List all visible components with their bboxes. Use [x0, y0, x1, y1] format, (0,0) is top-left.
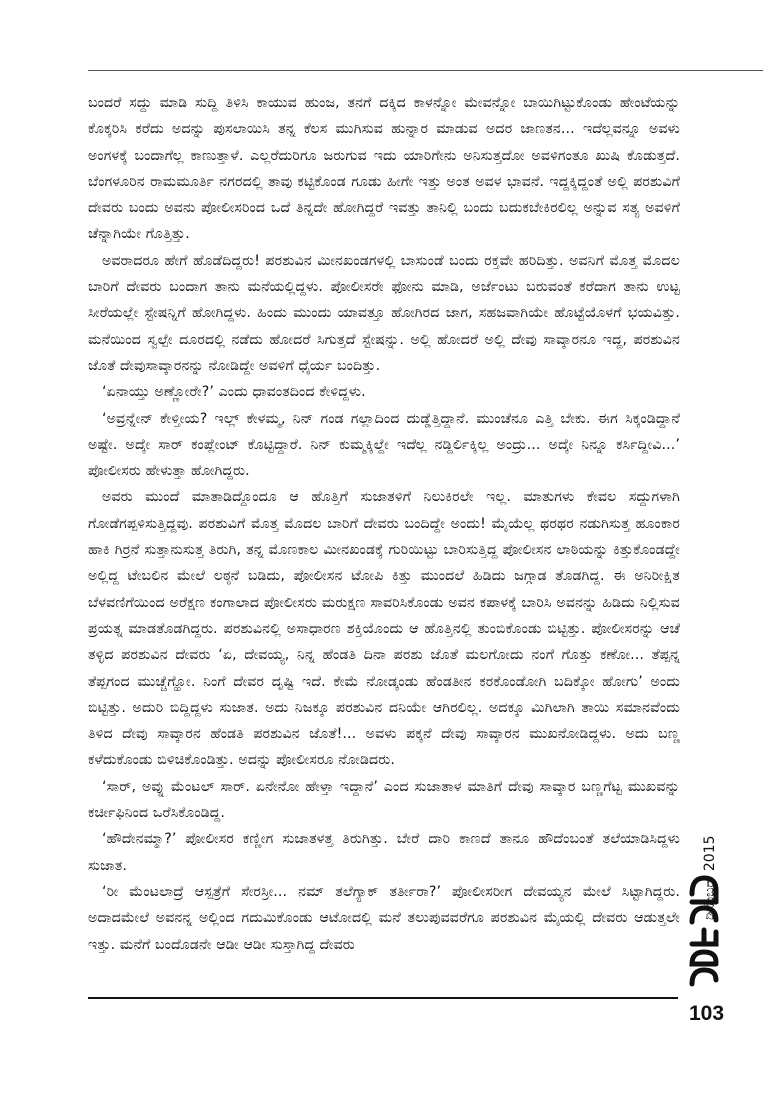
article-paragraph: ‘ಸಾರ್, ಅವ್ನು ಮೆಂಟಲ್ ಸಾರ್. ಏನೇನೋ ಹೇಳ್ತಾ ಇದ್ದಾನೆ’ ಎಂದ ಸುಜಾತಾಳ ಮಾತಿಗೆ ದೇವು ಸಾವ್ಕಾರ ಬಣ್ಣಗೆಟ್ಟ ಮುಖವನ್ನು ಕರ್ಚೀಫಿನಿಂದ ಒರೆಸಿಕೊಂಡಿದ್ದ.: [88, 778, 680, 822]
issue-date: ಡಿಸೆಂಬರ್ 2015: [702, 835, 718, 920]
article-paragraph: ‘ರೀ ಮೆಂಟಲಾದ್ರೆ ಆಸ್ಪತ್ರೆಗೆ ಸೇರಸ್ರೀ... ನಮ್ ತಲೆಗ್ಯಾಕ್ ತರ್ತೀರಾ?’ ಪೋಲೀಸರೀಗ ದೇವಯ್ಯನ ಮೇಲೆ ಸಿಟ್ಟಾಗಿದ್ದರು. ಅದಾದಮೇಲೆ ಅವನನ್ನ ಅಲ್ಲಿಂದ ಗದುಮಿಕೊಂಡು ಆಟೋದಲ್ಲಿ ಮನೆ ತಲುಪುವವರೆಗೂ ಪರಶುವಿನ ಮೈಯಲ್ಲಿ ದೇವರು ಆಡುತ್ತಲೇ ಇತ್ತು. ಮನೆಗೆ ಬಂದೊಡನೇ ಆಡೀ ಆಡೀ ಸುಸ್ತಾಗಿದ್ದ ದೇವರು: [88, 883, 680, 953]
page-number: 103: [689, 1002, 725, 1025]
footer-rule: [88, 997, 678, 999]
article-paragraph: ‘ಏನಾಯ್ತು ಅಣ್ಣೋರೇ?’ ಎಂದು ಧಾವಂತದಿಂದ ಕೇಳಿದ್ದಳು.: [102, 384, 366, 401]
article-paragraph: ‘ಹೌದೇನಮ್ಮಾ?’ ಪೋಲೀಸರ ಕಣ್ಣೀಗ ಸುಜಾತಳತ್ತ ತಿರುಗಿತ್ತು. ಬೇರೆ ದಾರಿ ಕಾಣದೆ ತಾನೂ ಹೌದೆಂಬಂತೆ ತಲೆಯಾಡಿಸಿದ್ದಳು ಸುಜಾತ.: [88, 831, 680, 874]
magazine-logo: [686, 872, 722, 990]
article-body: [88, 90, 680, 958]
article-paragraph: ಅವರಾದರೂ ಹೇಗೆ ಹೊಡೆದಿದ್ದರು! ಪರಶುವಿನ ಮೀನಖಂಡಗಳಲ್ಲಿ ಬಾಸುಂಡೆ ಬಂದು ರಕ್ತವೇ ಹರಿದಿತ್ತು. ಅವನಿಗೆ ಮೊತ್ತ ಮೊದಲ ಬಾರಿಗೆ ದೇವರು ಬಂದಾಗ ತಾನು ಮನೆಯಲ್ಲಿದ್ದಳು. ಪೋಲೀಸರೇ ಫೋನು ಮಾಡಿ, ಅರ್ಜೆಂಟು ಬರುವಂತೆ ಕರೆದಾಗ ತಾನು ಉಟ್ಟ ಸೀರೆಯಲ್ಲೇ ಸ್ಟೇಷನ್ನಿಗೆ ಹೋಗಿದ್ದಳು. ಹಿಂದು ಮುಂದು ಯಾವತ್ತೂ ಹೋಗಿರದ ಜಾಗ, ಸಹಜವಾಗಿಯೇ ಹೊಟ್ಟೆಯೊಳಗೆ ಭಯವಿತ್ತು. ಮನೆಯಿಂದ ಸ್ವಲ್ಪೇ ದೂರದಲ್ಲಿ ನಡೆದು ಹೋದರೆ ಸಿಗುತ್ತದೆ ಸ್ಟೇಷನ್ನು. ಅಲ್ಲಿ ಹೋದರೆ ಅಲ್ಲಿ ದೇವು ಸಾವ್ಕಾರನೂ ಇದ್ದ, ಪರಶುವಿನ ಜೊತೆ ದೇವುಸಾವ್ಕಾರನನ್ನು ನೋಡಿದ್ದೇ ಅವಳಿಗೆ ಧೈರ್ಯ ಬಂದಿತ್ತು.: [88, 252, 680, 374]
article-paragraph: ‘ಅವ್ರನ್ನೇನ್ ಕೇಳ್ತೀಯ? ಇಲ್ಲ್ ಕೇಳಮ್ಮ, ನಿನ್ ಗಂಡ ಗಲ್ಲಾದಿಂದ ದುಡ್ಡೆತ್ತಿದ್ದಾನೆ. ಮುಂಚೆನೂ ಎತ್ತಿ ಬೇಕು. ಈಗ ಸಿಕ್ಕಂಡಿದ್ದಾನೆ ಅಷ್ಟೇ. ಅದ್ಕೇ ಸಾರ್ ಕಂಪ್ಲೇಂಟ್ ಕೊಟ್ಟಿದ್ದಾರೆ. ನಿನ್ ಕುಮ್ಮಕ್ಕಿಲ್ದೇ ಇದೆಲ್ಲ ನಡ್ದಿರ್ಲಿಕ್ಕಿಲ್ಲ ಅಂದ್ರು... ಅದ್ಕೇ ನಿನ್ನೂ ಕರ್ಸಿದ್ದೀವಿ...’ ಪೋಲೀಸರು ಹೇಳುತ್ತಾ ಹೋಗಿದ್ದರು.: [88, 410, 680, 480]
header-rule: [88, 70, 763, 71]
article-paragraph: ಬಂದರೆ ಸದ್ದು ಮಾಡಿ ಸುದ್ದಿ ತಿಳಿಸಿ ಕಾಯುವ ಹುಂಜ, ತನಗೆ ದಕ್ಕಿದ ಕಾಳನ್ನೋ ಮೇವನ್ನೋ ಬಾಯಿಗಿಟ್ಟುಕೊಂಡು ಹೇಂಟೆಯನ್ನು ಕೊಕ್ಕರಿಸಿ ಕರೆದು ಅದನ್ನು ಪುಸಲಾಯಿಸಿ ತನ್ನ ಕೆಲಸ ಮುಗಿಸುವ ಹುನ್ನಾರ ಮಾಡುವ ಅದರ ಜಾಣತನ... ಇದೆಲ್ಲವನ್ನೂ ಅವಳು ಅಂಗಳಕ್ಕೆ ಬಂದಾಗೆಲ್ಲ ಕಾಣುತ್ತಾಳೆ. ಎಲ್ಲರೆದುರಿಗೂ ಜರುಗುವ ಇದು ಯಾರಿಗೇನು ಅನಿಸುತ್ತದೋ ಅವಳಿಗಂತೂ ಖುಷಿ ಕೊಡುತ್ತದೆ. ಬೆಂಗಳೂರಿನ ರಾಮಮೂರ್ತಿ ನಗರದಲ್ಲಿ ತಾವು ಕಟ್ಟಿಕೊಂಡ ಗೂಡು ಹೀಗೇ ಇತ್ತು ಅಂತ ಅವಳ ಭಾವನೆ. ಇದ್ದಕ್ಕಿದ್ದಂತೆ ಅಲ್ಲಿ ಪರಶುವಿಗೆ ದೇವರು ಬಂದು ಅವನು ಪೋಲೀಸರಿಂದ ಒದೆ ತಿನ್ನದೇ ಹೋಗಿದ್ದರೆ ಇವತ್ತು ತಾನಿಲ್ಲಿ ಬಂದು ಬದುಕಬೇಕಿರಲಿಲ್ಲ ಅನ್ನುವ ಸತ್ಯ ಅವಳಿಗೆ ಚೆನ್ನಾಗಿಯೇ ಗೊತ್ತಿತ್ತು.: [88, 95, 680, 243]
article-paragraph: ಅವರು ಮುಂದೆ ಮಾತಾಡಿದ್ದೊಂದೂ ಆ ಹೊತ್ತಿಗೆ ಸುಜಾತಳಿಗೆ ನಿಲುಕಿರಲೇ ಇಲ್ಲ. ಮಾತುಗಳು ಕೇವಲ ಸದ್ದುಗಳಾಗಿ ಗೋಡೆಗಪ್ಪಳಿಸುತ್ತಿದ್ದವು. ಪರಶುವಿಗೆ ಮೊತ್ತ ಮೊದಲ ಬಾರಿಗೆ ದೇವರು ಬಂದಿದ್ದೇ ಅಂದು! ಮೈಯೆಲ್ಲ ಥರಥರ ನಡುಗಿಸುತ್ತ ಹೂಂಕಾರ ಹಾಕಿ ಗಿರ್ರನೆ ಸುತ್ತಾನುಸುತ್ತ ತಿರುಗಿ, ತನ್ನ ಮೊಣಕಾಲ ಮೀನಖಂಡಕ್ಕೆ ಗುರಿಯಿಟ್ಟು ಬಾರಿಸುತ್ತಿದ್ದ ಪೋಲೀಸನ ಲಾಠಿಯನ್ನು ಕಿತ್ತುಕೊಂಡದ್ದೇ ಅಲ್ಲಿದ್ದ ಟೇಬಲಿನ ಮೇಲೆ ಲಠ್ಠನೆ ಬಡಿದು, ಪೋಲೀಸನ ಟೋಪಿ ಕಿತ್ತು ಮುಂದಲೆ ಹಿಡಿದು ಜಗ್ಗಾಡ ತೊಡಗಿದ್ದ. ಈ ಅನಿರೀಕ್ಷಿತ ಬೆಳವಣಿಗೆಯಿಂದ ಅರೆಕ್ಷಣ ಕಂಗಾಲಾದ ಪೋಲೀಸರು ಮರುಕ್ಷಣ ಸಾವರಿಸಿಕೊಂಡು ಅವನ ಕಪಾಳಕ್ಕೆ ಬಾರಿಸಿ ಅವನನ್ನು ಹಿಡಿದು ನಿಲ್ಲಿಸುವ ಪ್ರಯತ್ನ ಮಾಡತೊಡಗಿದ್ದರು. ಪರಶುವಿನಲ್ಲಿ ಅಸಾಧಾರಣ ಶಕ್ತಿಯೊಂದು ಆ ಹೊತ್ತಿನಲ್ಲಿ ತುಂಬಿಕೊಂಡು ಬಿಟ್ಟಿತ್ತು. ಪೋಲೀಸರನ್ನು ಆಚೆ ತಳ್ಳಿದ ಪರಶುವಿನ ದೇವರು ‘ಏ, ದೇವಯ್ಯ, ನಿನ್ನ ಹೆಂಡತಿ ದಿನಾ ಪರಶು ಜೊತೆ ಮಲಗೋದು ನಂಗೆ ಗೊತ್ತು ಕಣೋ... ತೆಪ್ಪನ್ನ ತೆಪ್ಪಗಂದ ಮುಚ್ಚೆಗ್ಹೋ. ನಿಂಗೆ ದೇವರ ದೃಷ್ಟಿ ಇದೆ. ಕೇಮೆ ನೋಡ್ಕಂಡು ಹೆಂಡತೀನ ಕರಕೊಂಡೋಗಿ ಬದಿಕ್ಕೋ ಹೋಗು’ ಅಂದು ಬಿಟ್ಟಿತ್ತು. ಅದುರಿ ಬಿದ್ದಿದ್ದಳು ಸುಜಾತ. ಅದು ನಿಜಕ್ಕೂ ಪರಶುವಿನ ದನಿಯೇ ಆಗಿರಲಿಲ್ಲ. ಅದಕ್ಕೂ ಮಿಗಿಲಾಗಿ ತಾಯಿ ಸಮಾನವೆಂದು ತಿಳಿದ ದೇವು ಸಾವ್ಕಾರನ ಹೆಂಡತಿ ಪರಶುವಿನ ಜೊತೆ!... ಅವಳು ಪಕ್ಕನೆ ದೇವು ಸಾವ್ಕಾರನ ಮುಖನೋಡಿದ್ದಳು. ಅದು ಬಣ್ಣ ಕಳೆದುಕೊಂಡು ಬಿಳಿಚಿಕೊಂಡಿತ್ತು. ಅದನ್ನು ಪೋಲೀಸರೂ ನೋಡಿದರು.: [88, 489, 680, 769]
